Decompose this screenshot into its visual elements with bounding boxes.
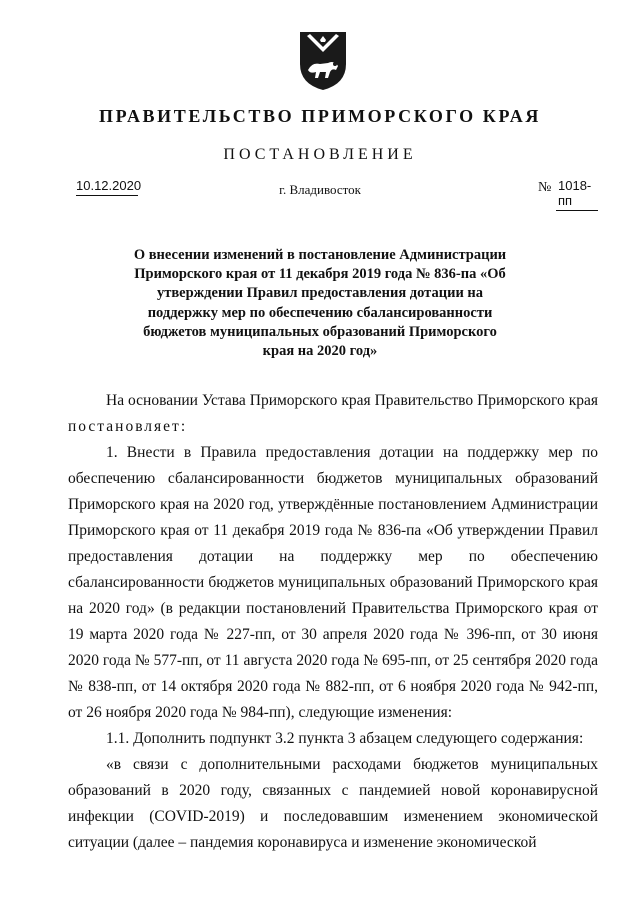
document-number: 1018-пп [556, 178, 598, 211]
quote-paragraph: «в связи с дополнительными расходами бюджетов муниципальных образований в 2020 году, связанных с пандемией новой коронавирусной инфекции (COVID-2019) и последовавшим изменением экономической ситуации (далее – пандемия коронавируса и изменение экономической [68, 756, 598, 851]
coat-of-arms-icon [298, 30, 348, 92]
organization-name: ПРАВИТЕЛЬСТВО ПРИМОРСКОГО КРАЯ [99, 106, 541, 126]
document-title: О внесении изменений в постановление Администрации Приморского края от 11 декабря 2019 года № 836-па «Об утверждении Правил предоставления дотации на поддержку мер по обеспечению сбалансированности бюджетов муниципальных образований Приморского края на 2020 год» [133, 247, 507, 360]
intro-text: На основании Устава Приморского края Правительство Приморского края [106, 392, 598, 409]
intro-paragraph [68, 388, 598, 440]
paragraph-1-1: 1.1. Дополнить подпункт 3.2 пункта 3 абзацем следующего содержания: [106, 730, 584, 747]
document-city: г. Владивосток [279, 182, 361, 197]
document-body [68, 388, 598, 856]
document-type: ПОСТАНОВЛЕНИЕ [223, 146, 417, 163]
document-date: 10.12.2020 [76, 178, 138, 196]
paragraph-1: 1. Внести в Правила предоставления дотации на поддержку мер по обеспечению сбалансированности бюджетов муниципальных образований Приморского края на 2020 год, утверждённые постановлением Администрации Приморского края от 11 декабря 2019 года № 836-па «Об утверждении Правил предоставления дотации на поддержку мер по обеспечению сбалансированности бюджетов муниципальных образований Приморского края на 2020 год» (в редакции постановлений Правительства Приморского края от 19 марта 2020 года № 227-пп, от 30 апреля 2020 года № 396-пп, от 30 июня 2020 года № 577-пп, от 11 августа 2020 года № 695-пп, от 25 сентября 2020 года № 838-пп, от 14 октября 2020 года № 882-пп, от 6 ноября 2020 года № 942-пп, от 26 ноября 2020 года № 984-пп), следующие изменения: [68, 444, 598, 721]
number-sign: № [538, 180, 552, 195]
intro-keyword: постановляет: [68, 418, 188, 435]
